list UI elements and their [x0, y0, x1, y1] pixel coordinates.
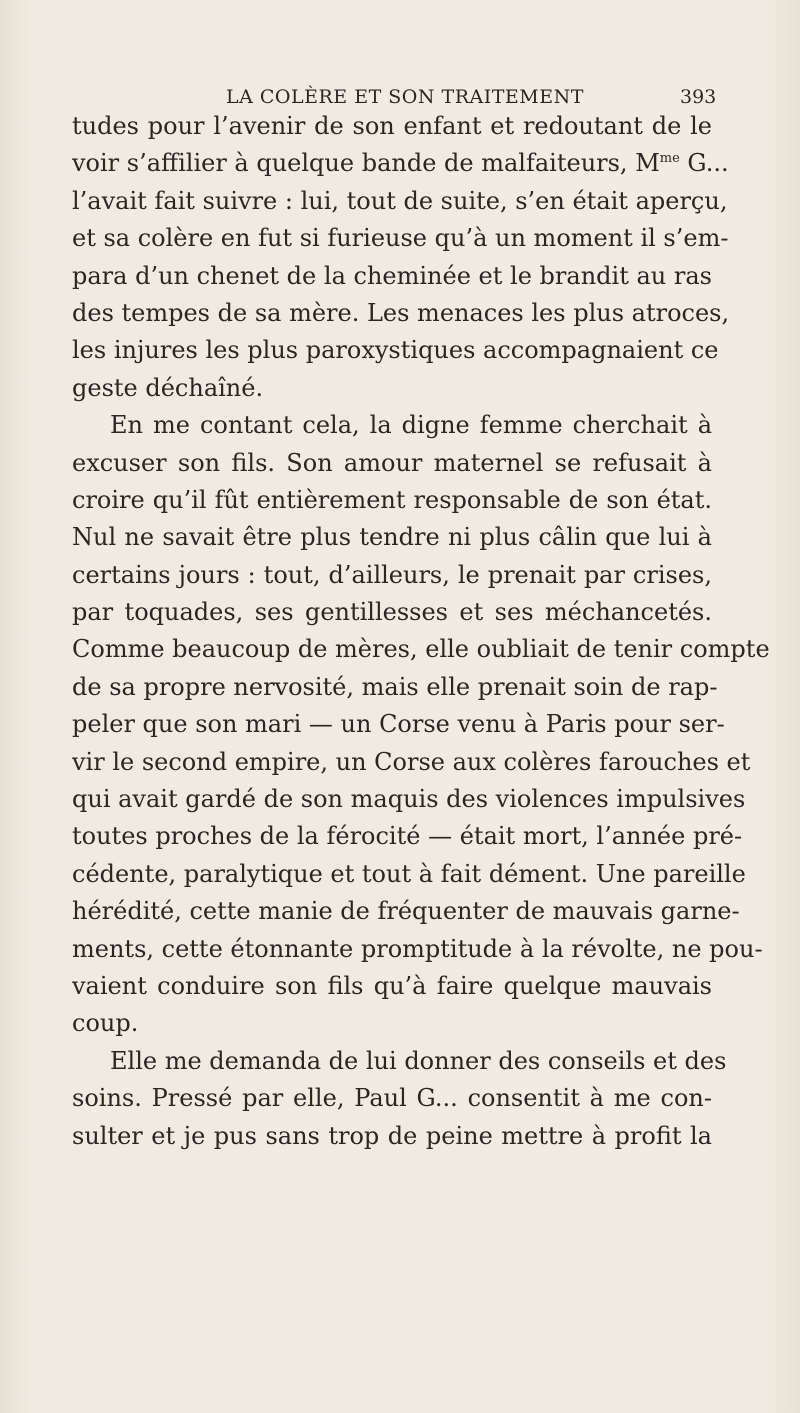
text-line-start: voir s’affilier à quelque bande de malfaiteurs, M: [72, 149, 660, 178]
text-line: toutes proches de la férocité — était mort, l’année pré-: [72, 822, 743, 851]
text-line: vaient conduire son fils qu’à faire quelque mauvais: [72, 971, 712, 1000]
running-title: LA COLÈRE ET SON TRAITEMENT: [226, 86, 584, 108]
text-line: de sa propre nervosité, mais elle prenait soin de rap-: [72, 672, 718, 701]
text-line: vir le second empire, un Corse aux colères farouches et: [72, 747, 751, 776]
text-line: para d’un chenet de la cheminée et le brandit au ras: [72, 261, 712, 290]
text-line: Comme beaucoup de mères, elle oubliait de tenir compte: [72, 635, 770, 664]
text-line: peler que son mari — un Corse venu à Paris pour ser-: [72, 710, 725, 739]
text-line: geste déchaîné.: [72, 373, 264, 402]
text-line: des tempes de sa mère. Les menaces les plus atroces,: [72, 298, 730, 327]
text-line: [72, 145, 729, 182]
superscript-me: me: [659, 151, 680, 167]
text-line: soins. Pressé par elle, Paul G... consentit à me con-: [72, 1084, 712, 1113]
text-line: Nul ne savait être plus tendre ni plus câlin que lui à: [72, 523, 712, 552]
paragraph-start: Elle me demanda de lui donner des conseils et des: [110, 1046, 727, 1075]
text-line: croire qu’il fût entièrement responsable de son état.: [72, 485, 712, 514]
text-line: l’avait fait suivre : lui, tout de suite, s’en était aperçu,: [72, 186, 728, 215]
text-line: sulter et je pus sans trop de peine mettre à profit la: [72, 1121, 712, 1150]
text-line: excuser son fils. Son amour maternel se refusait à: [72, 448, 712, 477]
text-line: ments, cette étonnante promptitude à la révolte, ne pou-: [72, 934, 763, 963]
paragraph-start: En me contant cela, la digne femme cherchait à: [110, 411, 712, 440]
text-line-end: G...: [679, 149, 729, 178]
text-line: et sa colère en fut si furieuse qu’à un moment il s’em-: [72, 224, 729, 253]
body-text: [72, 108, 770, 1155]
text-line: coup.: [72, 1009, 139, 1038]
text-line: cédente, paralytique et tout à fait dément. Une pareille: [72, 859, 746, 888]
page-number: 393: [680, 86, 717, 108]
text-line: les injures les plus paroxystiques accompagnaient ce: [72, 336, 719, 365]
text-line: certains jours : tout, d’ailleurs, le prenait par crises,: [72, 560, 712, 589]
text-line: par toquades, ses gentillesses et ses méchancetés.: [72, 598, 712, 627]
text-line: qui avait gardé de son maquis des violences impulsives: [72, 785, 746, 814]
text-line: tudes pour l’avenir de son enfant et redoutant de le: [72, 112, 712, 140]
text-line: hérédité, cette manie de fréquenter de mauvais garne-: [72, 897, 740, 926]
